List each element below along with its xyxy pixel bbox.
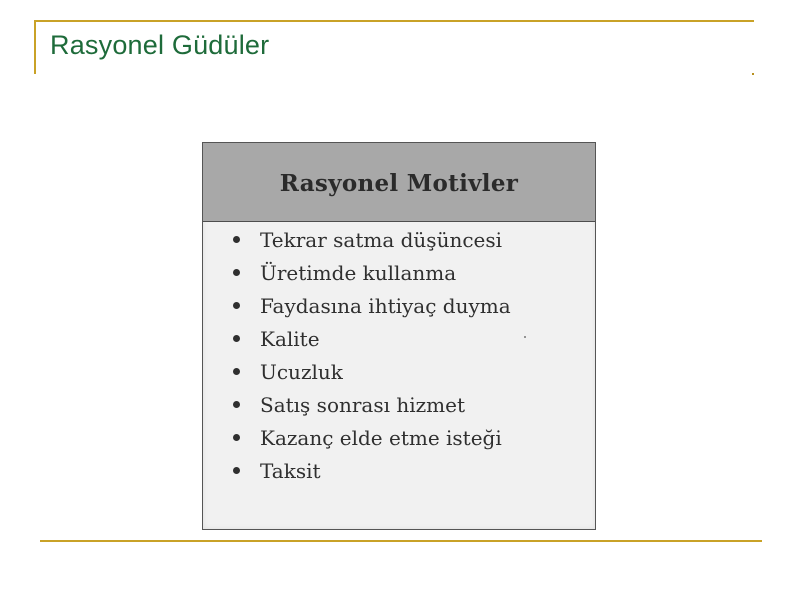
list-item-label: Faydasına ihtiyaç duyma	[260, 293, 511, 318]
slide-title: Rasyonel Güdüler	[50, 30, 270, 60]
scan-speck	[524, 336, 526, 338]
list-item	[229, 322, 511, 355]
bottom-divider-line	[40, 540, 762, 542]
scanned-figure	[202, 142, 596, 530]
list-item-label: Taksit	[260, 458, 321, 483]
list-item-label: Ucuzluk	[260, 359, 343, 384]
list-item	[229, 388, 511, 421]
list-item-label: Satış sonrası hizmet	[260, 392, 466, 417]
figure-header	[203, 143, 595, 222]
bullet-icon	[233, 269, 240, 276]
figure-title: Rasyonel Motivler	[279, 169, 519, 197]
bullet-icon	[233, 302, 240, 309]
list-item	[229, 223, 511, 256]
list-item	[229, 454, 511, 487]
list-item-label: Üretimde kullanma	[260, 260, 457, 285]
list-item-label: Kalite	[260, 326, 320, 351]
bullet-icon	[233, 368, 240, 375]
top-divider-line	[34, 20, 754, 22]
bullet-icon	[233, 467, 240, 474]
list-item	[229, 289, 511, 322]
motive-list	[229, 223, 511, 487]
list-item	[229, 256, 511, 289]
list-item	[229, 421, 511, 454]
bullet-icon	[233, 434, 240, 441]
list-item-label: Tekrar satma düşüncesi	[260, 227, 503, 252]
bullet-icon	[233, 401, 240, 408]
corner-mark	[752, 73, 754, 75]
bullet-icon	[233, 236, 240, 243]
bullet-icon	[233, 335, 240, 342]
left-accent-line	[34, 20, 36, 74]
list-item-label: Kazanç elde etme isteği	[260, 425, 502, 450]
list-item	[229, 355, 511, 388]
